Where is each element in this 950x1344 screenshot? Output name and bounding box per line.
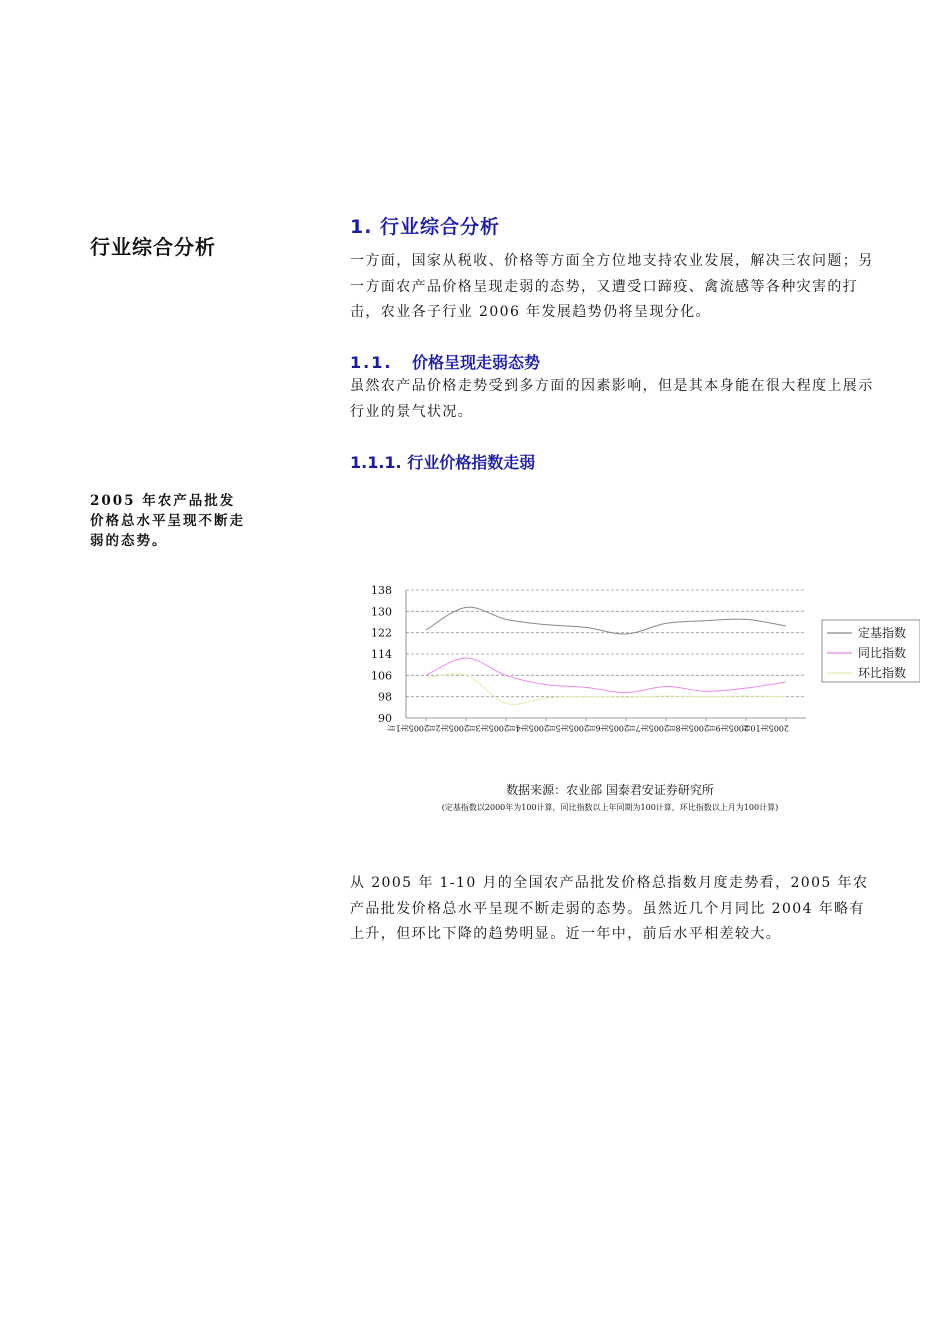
y-tick-label: 98 [378,690,392,704]
series-line [426,674,786,704]
x-tick-label: 2005年9月 [707,723,749,733]
x-tick-label: 2005年2月 [427,723,469,733]
chart-footnote: (定基指数以2000年为100计算，同比指数以上年同期为100计算，环比指数以上月为100计算) [441,803,779,812]
x-tick-label: 2005年8月 [667,723,709,733]
x-tick-label: 2005年4月 [507,723,549,733]
x-tick-label: 2005年6月 [587,723,629,733]
paragraph-2: 虽然农产品价格走势受到多方面的因素影响，但是其本身能在很大程度上展示行业的景气状况。 [350,378,874,420]
y-tick-label: 90 [378,712,392,725]
chart-source: 数据来源：农业部 国泰君安证券研究所 [506,783,714,797]
legend-label: 环比指数 [858,666,907,680]
x-tick-label: 2005年7月 [627,723,669,733]
y-tick-label: 138 [371,584,392,597]
x-tick-label: 2005年10月 [742,723,789,733]
paragraph-1: 一方面，国家从税收、价格等方面全方位地支持农业发展，解决三农问题；另一方面农产品价格呈现走弱的态势，又遭受口蹄疫、禽流感等各种灾害的打击，农业各子行业 2006 年发展趋势仍将呈现分化。 [350,253,874,320]
price-index-chart [360,578,920,828]
x-tick-label: 2005年3月 [467,723,509,733]
legend-label: 同比指数 [858,646,907,660]
y-tick-label: 106 [371,669,392,683]
legend-label: 定基指数 [858,626,907,640]
paragraph-3: 从 2005 年 1-10 月的全国农产品批发价格总指数月度走势看，2005 年农产品批发价格总水平呈现不断走弱的态势。虽然近几个月同比 2004 年略有上升，但环比下降的趋势明显。近一年中，前后水平相差较大。 [350,875,869,942]
sidebar-note: 2005 年农产品批发价格总水平呈现不断走弱的态势。 [90,493,245,549]
y-tick-label: 130 [371,605,392,619]
x-tick-label: 2005年1月 [387,723,429,733]
y-tick-label: 114 [371,648,392,661]
sidebar-title: 行业综合分析 [90,235,216,259]
heading-text: 价格呈现走弱态势 [412,353,541,372]
x-tick-label: 2005年5月 [547,723,589,733]
y-tick-label: 122 [371,626,392,640]
heading-number: 1.1. [350,353,393,372]
section-heading-1-1 [350,350,540,373]
section-heading-1: 1. 行业综合分析 [350,216,501,238]
section-heading-1-1-1: 1.1.1. 行业价格指数走弱 [350,453,536,472]
